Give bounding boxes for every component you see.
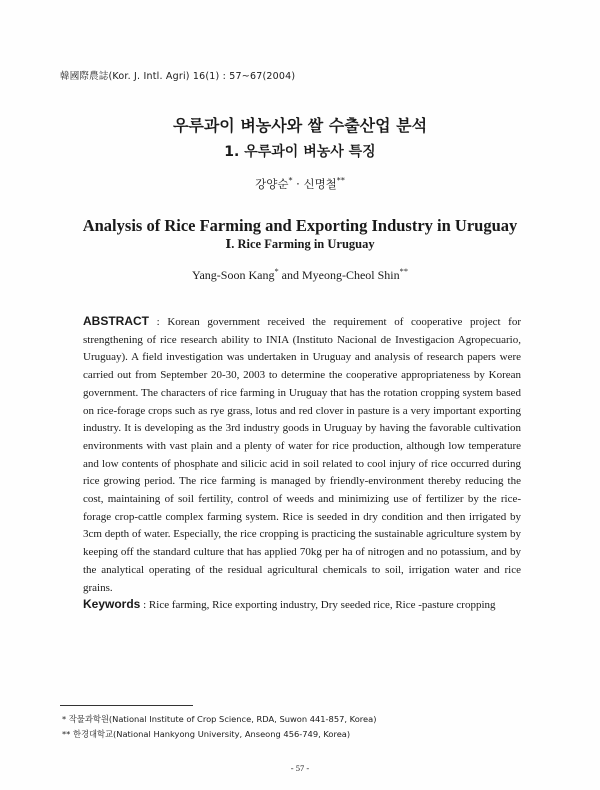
footnote-1-text: 작물과학원(National Institute of Crop Science, RDA, Suwon 441-857, Korea) bbox=[68, 714, 377, 724]
abstract-separator: : bbox=[149, 316, 168, 328]
keywords-text: Rice farming, Rice exporting industry, Dry seeded rice, Rice -pasture cropping bbox=[148, 599, 496, 611]
korean-author-2: 신명철 bbox=[303, 177, 337, 191]
korean-author-1: 강양순 bbox=[255, 177, 289, 191]
english-title: Analysis of Rice Farming and Exporting Industry in Uruguay bbox=[82, 216, 518, 235]
korean-title: 우루과이 벼농사와 쌀 수출산업 분석 bbox=[172, 116, 428, 135]
footnote-divider bbox=[60, 705, 193, 706]
footnote-1-mark: * bbox=[62, 714, 67, 724]
korean-subtitle: 1. 우루과이 벼농사 특징 bbox=[224, 144, 376, 160]
footnote-1 bbox=[62, 713, 376, 725]
english-author-2-mark: ** bbox=[399, 267, 408, 276]
page-number: - 57 - bbox=[290, 763, 310, 773]
english-author-and: and bbox=[278, 268, 302, 282]
abstract-text: Korean government received the requirement of cooperative project for strengthening of rice research ability to INIA (Instituto Nacional de Investigacion Agropecuario, Uruguay). A field investigation was undertaken in Uruguay and analysis of research papers were carried out from September 20-30, 2003 to determine the cooperative appropriateness by Korean government. The characters of rice farming in Uruguay that has the rotation cropping system based on rice-forage crops such as rye grass, lotus and red clover in pasture is a very important exporting industry. It is developing as the 3rd industry goods in Uruguay by having the favorable cultivation environments with vast plain and a plenty of water for rice production, although low temperature and low contents of phosphate and silicic acid in soil related to cool injury of rice occurred during rice growing period. The rice farming is managed by friendly-environment thereby reducing the cost, maintaining of soil fertility, control of weeds and minimizing use of fertilizer by the rice-forage crop-cattle complex farming system. Rice is seeded in dry condition and then irrigated by 3cm depth of water. Especially, the rice cropping is practicing the sustainable agriculture system by keeping off the standard culture that has applied 70kg per ha of nitrogen and no potassium, and by the analytical operating of the residual agricultural chemicals to soil, irrigation water and rice grains. bbox=[83, 316, 521, 594]
english-subtitle: Ⅰ. Rice Farming in Uruguay bbox=[225, 237, 375, 251]
english-authors bbox=[0, 267, 600, 283]
keywords bbox=[83, 597, 543, 611]
journal-citation: 韓國際農誌(Kor. J. Intl. Agri) 16(1) : 57~67(2004) bbox=[60, 71, 296, 82]
korean-authors bbox=[0, 176, 600, 192]
english-author-1-mark: * bbox=[274, 267, 279, 276]
abstract-label: ABSTRACT bbox=[83, 314, 149, 328]
english-author-1: Yang-Soon Kang bbox=[191, 268, 275, 282]
footnote-2-mark: ** bbox=[62, 729, 71, 739]
english-author-2: Myeong-Cheol Shin bbox=[301, 268, 400, 282]
korean-author-separator: · bbox=[292, 177, 304, 191]
korean-author-2-mark: ** bbox=[336, 176, 345, 186]
abstract bbox=[83, 313, 521, 597]
korean-author-1-mark: * bbox=[288, 176, 293, 186]
footnote-2-text: 한경대학교(National Hankyong University, Anseong 456-749, Korea) bbox=[72, 729, 351, 739]
keywords-label: Keywords bbox=[83, 597, 141, 611]
footnote-2 bbox=[62, 728, 350, 740]
keywords-separator: : bbox=[140, 599, 149, 611]
